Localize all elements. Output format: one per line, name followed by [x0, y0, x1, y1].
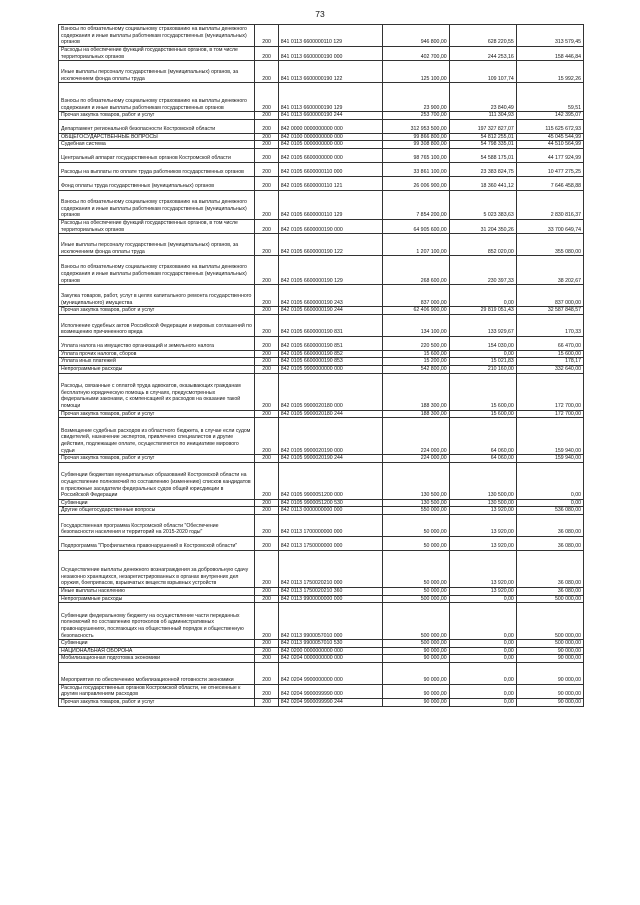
line-code-cell: 200 [255, 536, 278, 550]
table-row [59, 410, 584, 418]
unexecuted-amount-cell: 90 000,00 [516, 647, 583, 655]
budget-classification-code-cell: 842 0113 9900057010 530 [278, 640, 382, 648]
line-code-cell: 200 [255, 336, 278, 350]
unexecuted-amount-cell: 36 080,00 [516, 550, 583, 587]
unexecuted-amount-cell: 36 080,00 [516, 536, 583, 550]
line-code-cell: 200 [255, 550, 278, 587]
table-row [59, 640, 584, 648]
unexecuted-amount-cell: 15 600,00 [516, 350, 583, 358]
unexecuted-amount-cell: 837 000,00 [516, 285, 583, 307]
expense-name-cell: Исполнение судебных актов Российской Федерации и мировых соглашений по возмещению причиненного вреда [59, 314, 255, 336]
line-code-cell: 200 [255, 256, 278, 285]
expense-name-cell: Непрограммные расходы [59, 365, 255, 373]
table-row [59, 141, 584, 149]
approved-amount-cell: 1 207 100,00 [382, 234, 449, 256]
unexecuted-amount-cell: 172 700,00 [516, 410, 583, 418]
line-code-cell: 200 [255, 587, 278, 595]
table-row [59, 699, 584, 707]
approved-amount-cell: 125 100,00 [382, 61, 449, 83]
budget-classification-code-cell: 842 0113 1700000000 000 [278, 514, 382, 536]
expense-name-cell: Прочая закупка товаров, работ и услуг [59, 307, 255, 315]
budget-classification-code-cell: 841 0113 6600000190 122 [278, 61, 382, 83]
expense-name-cell: НАЦИОНАЛЬНАЯ ОБОРОНА [59, 647, 255, 655]
table-row [59, 256, 584, 285]
unexecuted-amount-cell: 0,00 [516, 462, 583, 499]
expense-name-cell: Уплата прочих налогов, сборов [59, 350, 255, 358]
approved-amount-cell: 188 300,00 [382, 410, 449, 418]
table-row [59, 603, 584, 640]
executed-amount-cell: 0,00 [449, 350, 516, 358]
budget-classification-code-cell: 842 0105 9900000000 000 [278, 365, 382, 373]
approved-amount-cell: 33 861 100,00 [382, 162, 449, 176]
table-row [59, 148, 584, 162]
executed-amount-cell: 13 920,00 [449, 587, 516, 595]
approved-amount-cell: 90 000,00 [382, 684, 449, 698]
unexecuted-amount-cell: 115 625 672,93 [516, 119, 583, 133]
line-code-cell: 200 [255, 176, 278, 190]
line-code-cell: 200 [255, 112, 278, 120]
budget-classification-code-cell: 842 0000 0000000000 000 [278, 119, 382, 133]
line-code-cell: 200 [255, 373, 278, 410]
line-code-cell: 200 [255, 410, 278, 418]
approved-amount-cell: 99 308 800,00 [382, 141, 449, 149]
expense-name-cell: Субвенции федеральному бюджету на осуществление части переданных полномочий по составлению протоколов об административных правонарушениях, посягающих на общественный порядок и общественную безопасность [59, 603, 255, 640]
unexecuted-amount-cell: 90 000,00 [516, 662, 583, 684]
line-code-cell: 200 [255, 190, 278, 219]
unexecuted-amount-cell: 90 000,00 [516, 655, 583, 663]
expense-name-cell: Расходы на обеспечение функций государственных органов, в том числе территориальных органов [59, 47, 255, 61]
executed-amount-cell: 31 204 350,26 [449, 219, 516, 233]
table-row [59, 47, 584, 61]
expense-name-cell: Взносы по обязательному социальному страхованию на выплаты денежного содержания и иные выплаты работникам государственных (муниципальных) органов [59, 190, 255, 219]
unexecuted-amount-cell: 313 579,45 [516, 25, 583, 47]
budget-classification-code-cell: 842 0105 9900020180 244 [278, 410, 382, 418]
table-row [59, 655, 584, 663]
table-row [59, 119, 584, 133]
budget-classification-code-cell: 842 0105 9900051200 000 [278, 462, 382, 499]
executed-amount-cell: 133 929,67 [449, 314, 516, 336]
line-code-cell: 200 [255, 455, 278, 463]
approved-amount-cell: 130 500,00 [382, 462, 449, 499]
unexecuted-amount-cell: 7 646 458,88 [516, 176, 583, 190]
executed-amount-cell: 0,00 [449, 285, 516, 307]
expense-name-cell: Фонд оплаты труда государственных (муниципальных) органов [59, 176, 255, 190]
unexecuted-amount-cell: 0,00 [516, 499, 583, 507]
table-row [59, 418, 584, 455]
line-code-cell: 200 [255, 662, 278, 684]
budget-classification-code-cell: 842 0204 0000000000 000 [278, 655, 382, 663]
expense-name-cell: Осуществление выплаты денежного вознаграждения за добровольную сдачу незаконно хранящихся, незарегистрированных в органах внутренних дел оружия, боеприпасов, взрывчатых веществ взрывных устройств [59, 550, 255, 587]
budget-classification-code-cell: 842 0105 6600000190 244 [278, 307, 382, 315]
line-code-cell: 200 [255, 462, 278, 499]
expense-name-cell: Субвенции [59, 499, 255, 507]
expense-name-cell: Судебная система [59, 141, 255, 149]
table-row [59, 336, 584, 350]
expense-name-cell: Субвенции [59, 640, 255, 648]
executed-amount-cell: 154 030,00 [449, 336, 516, 350]
executed-amount-cell: 54 798 335,01 [449, 141, 516, 149]
unexecuted-amount-cell: 500 000,00 [516, 603, 583, 640]
executed-amount-cell: 0,00 [449, 655, 516, 663]
table-row [59, 684, 584, 698]
expense-name-cell: ОБЩЕГОСУДАРСТВЕННЫЕ ВОПРОСЫ [59, 133, 255, 141]
executed-amount-cell: 111 304,93 [449, 112, 516, 120]
expense-name-cell: Центральный аппарат государственных органов Костромской области [59, 148, 255, 162]
unexecuted-amount-cell: 170,33 [516, 314, 583, 336]
unexecuted-amount-cell: 33 700 649,74 [516, 219, 583, 233]
approved-amount-cell: 90 000,00 [382, 662, 449, 684]
table-row [59, 350, 584, 358]
table-row [59, 587, 584, 595]
table-row [59, 285, 584, 307]
approved-amount-cell: 90 000,00 [382, 699, 449, 707]
line-code-cell: 200 [255, 514, 278, 536]
executed-amount-cell: 29 819 051,43 [449, 307, 516, 315]
approved-amount-cell: 224 000,00 [382, 418, 449, 455]
unexecuted-amount-cell: 90 000,00 [516, 699, 583, 707]
budget-classification-code-cell: 842 0105 9900020190 244 [278, 455, 382, 463]
expense-name-cell: Иные выплаты персоналу государственных (муниципальных) органов, за исключением фонда оплаты труда [59, 61, 255, 83]
page-number: 73 [315, 9, 325, 19]
table-row [59, 514, 584, 536]
expense-name-cell: Государственная программа Костромской области "Обеспечение безопасности населения и территорий на 2015-2020 годы" [59, 514, 255, 536]
unexecuted-amount-cell: 158 446,84 [516, 47, 583, 61]
budget-classification-code-cell: 842 0105 6600000190 851 [278, 336, 382, 350]
executed-amount-cell: 0,00 [449, 684, 516, 698]
line-code-cell: 200 [255, 148, 278, 162]
executed-amount-cell: 64 060,00 [449, 455, 516, 463]
approved-amount-cell: 50 000,00 [382, 514, 449, 536]
expense-name-cell: Закупка товаров, работ, услуг в целях капитального ремонта государственного (муниципального) имущества [59, 285, 255, 307]
approved-amount-cell: 402 700,00 [382, 47, 449, 61]
budget-classification-code-cell: 842 0105 6600000190 000 [278, 219, 382, 233]
budget-classification-code-cell: 842 0204 9900000000 000 [278, 662, 382, 684]
approved-amount-cell: 15 600,00 [382, 350, 449, 358]
executed-amount-cell: 15 600,00 [449, 410, 516, 418]
unexecuted-amount-cell: 59,51 [516, 83, 583, 112]
table-row [59, 219, 584, 233]
approved-amount-cell: 500 000,00 [382, 603, 449, 640]
table-row [59, 358, 584, 366]
unexecuted-amount-cell: 159 940,00 [516, 418, 583, 455]
expense-name-cell: Субвенции бюджетам муниципальных образований Костромской области на осуществление полномочий по составлению (изменению) списков кандидатов в присяжные заседатели федеральных судов общей юрисдикции в Российской Федерации [59, 462, 255, 499]
executed-amount-cell: 15 021,83 [449, 358, 516, 366]
unexecuted-amount-cell: 32 587 848,57 [516, 307, 583, 315]
line-code-cell: 200 [255, 655, 278, 663]
unexecuted-amount-cell: 66 470,00 [516, 336, 583, 350]
expense-name-cell: Другие общегосударственные вопросы [59, 507, 255, 515]
budget-classification-code-cell: 842 0105 6600000000 000 [278, 148, 382, 162]
line-code-cell: 200 [255, 507, 278, 515]
budget-classification-code-cell: 842 0105 6600000190 129 [278, 256, 382, 285]
table-row [59, 365, 584, 373]
table-row [59, 662, 584, 684]
unexecuted-amount-cell: 2 830 816,37 [516, 190, 583, 219]
executed-amount-cell: 230 397,33 [449, 256, 516, 285]
line-code-cell: 200 [255, 647, 278, 655]
approved-amount-cell: 550 000,00 [382, 507, 449, 515]
approved-amount-cell: 253 700,00 [382, 112, 449, 120]
line-code-cell: 200 [255, 307, 278, 315]
approved-amount-cell: 50 000,00 [382, 536, 449, 550]
approved-amount-cell: 500 000,00 [382, 595, 449, 603]
unexecuted-amount-cell: 44 177 924,99 [516, 148, 583, 162]
expense-name-cell: Департамент региональной безопасности Костромской области [59, 119, 255, 133]
table-row [59, 373, 584, 410]
expense-name-cell: Взносы по обязательному социальному страхованию на выплаты денежного содержания и иные выплаты работникам государственных (муниципальных) органов [59, 256, 255, 285]
approved-amount-cell: 7 854 200,00 [382, 190, 449, 219]
table-row [59, 499, 584, 507]
line-code-cell: 200 [255, 285, 278, 307]
approved-amount-cell: 23 900,00 [382, 83, 449, 112]
line-code-cell: 200 [255, 350, 278, 358]
table-row [59, 61, 584, 83]
executed-amount-cell: 197 327 827,07 [449, 119, 516, 133]
table-body [59, 25, 584, 707]
executed-amount-cell: 13 920,00 [449, 507, 516, 515]
expense-name-cell: Уплата иных платежей [59, 358, 255, 366]
line-code-cell: 200 [255, 219, 278, 233]
executed-amount-cell: 13 920,00 [449, 550, 516, 587]
table-row [59, 133, 584, 141]
budget-classification-code-cell: 842 0204 9900099990 244 [278, 699, 382, 707]
line-code-cell: 200 [255, 595, 278, 603]
budget-classification-code-cell: 842 0105 6600000110 000 [278, 162, 382, 176]
executed-amount-cell: 54 812 255,01 [449, 133, 516, 141]
budget-classification-code-cell: 842 0105 6600000190 853 [278, 358, 382, 366]
unexecuted-amount-cell: 536 080,00 [516, 507, 583, 515]
unexecuted-amount-cell: 45 045 544,99 [516, 133, 583, 141]
budget-classification-code-cell: 842 0204 9900099990 000 [278, 684, 382, 698]
line-code-cell: 200 [255, 25, 278, 47]
expense-name-cell: Прочая закупка товаров, работ и услуг [59, 455, 255, 463]
executed-amount-cell: 0,00 [449, 699, 516, 707]
line-code-cell: 200 [255, 162, 278, 176]
table-row [59, 507, 584, 515]
table-row [59, 162, 584, 176]
unexecuted-amount-cell: 38 202,67 [516, 256, 583, 285]
table-row [59, 314, 584, 336]
executed-amount-cell: 13 920,00 [449, 536, 516, 550]
table-row [59, 307, 584, 315]
executed-amount-cell: 18 360 441,12 [449, 176, 516, 190]
line-code-cell: 200 [255, 61, 278, 83]
table-row [59, 647, 584, 655]
expense-name-cell: Прочая закупка товаров, работ и услуг [59, 410, 255, 418]
line-code-cell: 200 [255, 358, 278, 366]
approved-amount-cell: 188 300,00 [382, 373, 449, 410]
line-code-cell: 200 [255, 119, 278, 133]
budget-classification-code-cell: 842 0105 9900051200 530 [278, 499, 382, 507]
budget-classification-code-cell: 842 0105 6600000110 129 [278, 190, 382, 219]
approved-amount-cell: 50 000,00 [382, 587, 449, 595]
executed-amount-cell: 54 588 175,01 [449, 148, 516, 162]
line-code-cell: 200 [255, 699, 278, 707]
unexecuted-amount-cell: 500 000,00 [516, 640, 583, 648]
approved-amount-cell: 98 765 100,00 [382, 148, 449, 162]
executed-amount-cell: 23 383 824,75 [449, 162, 516, 176]
budget-classification-code-cell: 842 0105 6600000110 121 [278, 176, 382, 190]
executed-amount-cell: 628 220,55 [449, 25, 516, 47]
executed-amount-cell: 0,00 [449, 662, 516, 684]
table-row [59, 176, 584, 190]
approved-amount-cell: 220 500,00 [382, 336, 449, 350]
expense-name-cell: Уплата налога на имущество организаций и земельного налога [59, 336, 255, 350]
executed-amount-cell: 852 020,00 [449, 234, 516, 256]
executed-amount-cell: 5 023 383,63 [449, 190, 516, 219]
expense-name-cell: Взносы по обязательному социальному страхованию на выплаты денежного содержания и иные выплаты работникам государственных (муниципальных) органов [59, 25, 255, 47]
executed-amount-cell: 0,00 [449, 640, 516, 648]
expense-name-cell: Мероприятия по обеспечению мобилизационной готовности экономики [59, 662, 255, 684]
executed-amount-cell: 130 500,00 [449, 499, 516, 507]
budget-classification-code-cell: 842 0113 1750020210 360 [278, 587, 382, 595]
line-code-cell: 200 [255, 47, 278, 61]
expense-name-cell: Возмещение судебных расходов из областного бюджета, в случае если судом свидетелей, назначение экспертов, привлечено специалистов и другие действия, подлежащие оплате, осуществляются по инициативе мирового судьи [59, 418, 255, 455]
table-row [59, 462, 584, 499]
table-row [59, 550, 584, 587]
budget-execution-table [58, 24, 584, 707]
unexecuted-amount-cell: 355 080,00 [516, 234, 583, 256]
budget-classification-code-cell: 842 0105 6600000190 243 [278, 285, 382, 307]
expense-name-cell: Иные выплаты населению [59, 587, 255, 595]
approved-amount-cell: 500 000,00 [382, 640, 449, 648]
line-code-cell: 200 [255, 234, 278, 256]
table-row [59, 595, 584, 603]
executed-amount-cell: 0,00 [449, 603, 516, 640]
unexecuted-amount-cell: 36 080,00 [516, 514, 583, 536]
approved-amount-cell: 15 200,00 [382, 358, 449, 366]
table-row [59, 190, 584, 219]
unexecuted-amount-cell: 159 940,00 [516, 455, 583, 463]
budget-classification-code-cell: 842 0105 6600000190 122 [278, 234, 382, 256]
line-code-cell: 200 [255, 133, 278, 141]
approved-amount-cell: 90 000,00 [382, 647, 449, 655]
budget-classification-code-cell: 842 0200 0000000000 000 [278, 647, 382, 655]
budget-classification-code-cell: 841 0113 6600000110 129 [278, 25, 382, 47]
approved-amount-cell: 130 500,00 [382, 499, 449, 507]
table-row [59, 25, 584, 47]
budget-classification-code-cell: 842 0105 0000000000 000 [278, 141, 382, 149]
expense-name-cell: Непрограммные расходы [59, 595, 255, 603]
budget-classification-code-cell: 842 0113 9900000000 000 [278, 595, 382, 603]
approved-amount-cell: 268 600,00 [382, 256, 449, 285]
executed-amount-cell: 23 840,49 [449, 83, 516, 112]
expense-name-cell: Прочая закупка товаров, работ и услуг [59, 112, 255, 120]
expense-name-cell: Подпрограмма "Профилактика правонарушений в Костромской области" [59, 536, 255, 550]
budget-classification-code-cell: 842 0113 1750020210 000 [278, 550, 382, 587]
unexecuted-amount-cell: 90 000,00 [516, 684, 583, 698]
approved-amount-cell: 542 800,00 [382, 365, 449, 373]
expense-name-cell: Иные выплаты персоналу государственных (муниципальных) органов, за исключением фонда оплаты труда [59, 234, 255, 256]
expense-name-cell: Прочая закупка товаров, работ и услуг [59, 699, 255, 707]
executed-amount-cell: 0,00 [449, 647, 516, 655]
approved-amount-cell: 90 000,00 [382, 655, 449, 663]
unexecuted-amount-cell: 15 992,26 [516, 61, 583, 83]
budget-classification-code-cell: 841 0113 6600000190 244 [278, 112, 382, 120]
line-code-cell: 200 [255, 141, 278, 149]
budget-classification-code-cell: 842 0113 1750000000 000 [278, 536, 382, 550]
unexecuted-amount-cell: 178,17 [516, 358, 583, 366]
executed-amount-cell: 64 060,00 [449, 418, 516, 455]
executed-amount-cell: 15 600,00 [449, 373, 516, 410]
budget-classification-code-cell: 841 0113 6600000190 000 [278, 47, 382, 61]
executed-amount-cell: 210 160,00 [449, 365, 516, 373]
executed-amount-cell: 130 500,00 [449, 462, 516, 499]
line-code-cell: 200 [255, 314, 278, 336]
executed-amount-cell: 0,00 [449, 595, 516, 603]
line-code-cell: 200 [255, 83, 278, 112]
line-code-cell: 200 [255, 418, 278, 455]
line-code-cell: 200 [255, 499, 278, 507]
expense-name-cell: Взносы по обязательному социальному страхованию на выплаты денежного содержания и иные выплаты работникам государственных органов [59, 83, 255, 112]
approved-amount-cell: 837 000,00 [382, 285, 449, 307]
budget-classification-code-cell: 841 0113 6600000190 129 [278, 83, 382, 112]
budget-classification-code-cell: 842 0113 0000000000 000 [278, 507, 382, 515]
budget-classification-code-cell: 842 0105 6600000190 852 [278, 350, 382, 358]
table-row [59, 536, 584, 550]
expense-name-cell: Мобилизационная подготовка экономики [59, 655, 255, 663]
approved-amount-cell: 224 000,00 [382, 455, 449, 463]
approved-amount-cell: 312 953 500,00 [382, 119, 449, 133]
budget-classification-code-cell: 842 0100 0000000000 000 [278, 133, 382, 141]
line-code-cell: 200 [255, 640, 278, 648]
unexecuted-amount-cell: 142 395,07 [516, 112, 583, 120]
table-row [59, 112, 584, 120]
approved-amount-cell: 62 406 900,00 [382, 307, 449, 315]
budget-classification-code-cell: 842 0105 9900020180 000 [278, 373, 382, 410]
approved-amount-cell: 134 100,00 [382, 314, 449, 336]
expense-name-cell: Расходы на выплаты по оплате труда работников государственных органов [59, 162, 255, 176]
unexecuted-amount-cell: 10 477 275,25 [516, 162, 583, 176]
line-code-cell: 200 [255, 603, 278, 640]
table-row [59, 455, 584, 463]
executed-amount-cell: 244 253,16 [449, 47, 516, 61]
budget-classification-code-cell: 842 0113 9900057010 000 [278, 603, 382, 640]
budget-classification-code-cell: 842 0105 6600000190 831 [278, 314, 382, 336]
line-code-cell: 200 [255, 365, 278, 373]
table-row [59, 83, 584, 112]
unexecuted-amount-cell: 500 000,00 [516, 595, 583, 603]
approved-amount-cell: 946 800,00 [382, 25, 449, 47]
expense-name-cell: Расходы, связанные с оплатой труда адвокатов, оказывающих гражданам бесплатную юридическую помощь в случаях, предусмотренных федеральными законами, с компенсацией их расходов на оказание такой помощи [59, 373, 255, 410]
unexecuted-amount-cell: 332 640,00 [516, 365, 583, 373]
line-code-cell: 200 [255, 684, 278, 698]
unexecuted-amount-cell: 172 700,00 [516, 373, 583, 410]
unexecuted-amount-cell: 36 080,00 [516, 587, 583, 595]
approved-amount-cell: 50 000,00 [382, 550, 449, 587]
expense-name-cell: Расходы государственных органов Костромской области, не отнесенные к другим направлениям расходов [59, 684, 255, 698]
unexecuted-amount-cell: 44 510 564,99 [516, 141, 583, 149]
approved-amount-cell: 26 006 900,00 [382, 176, 449, 190]
executed-amount-cell: 13 920,00 [449, 514, 516, 536]
expense-name-cell: Расходы на обеспечение функций государственных органов, в том числе территориальных органов [59, 219, 255, 233]
budget-classification-code-cell: 842 0105 9900020190 000 [278, 418, 382, 455]
table-row [59, 234, 584, 256]
approved-amount-cell: 99 866 800,00 [382, 133, 449, 141]
approved-amount-cell: 64 905 600,00 [382, 219, 449, 233]
executed-amount-cell: 109 107,74 [449, 61, 516, 83]
